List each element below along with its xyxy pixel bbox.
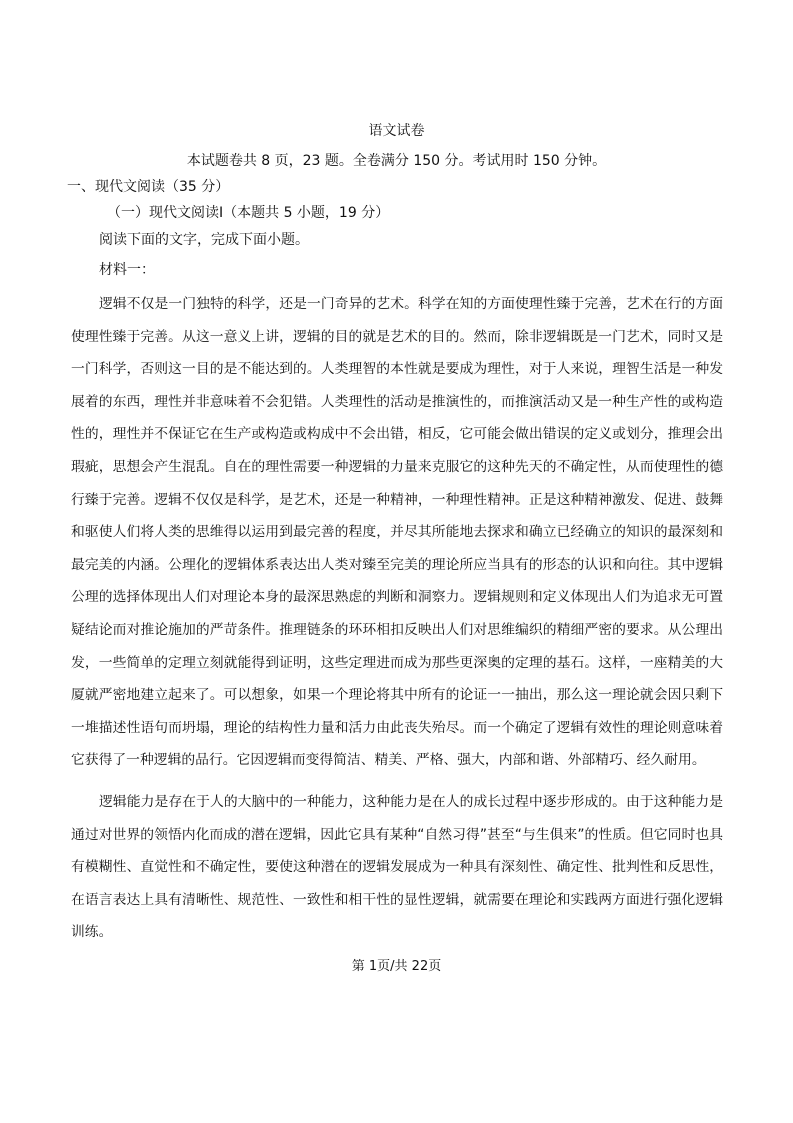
section-heading: 一、现代文阅读（35 分） bbox=[67, 179, 230, 195]
subsection-heading: （一）现代文阅读Ⅰ（本题共 5 小题，19 分） bbox=[107, 205, 390, 221]
material-label: 材料一： bbox=[99, 262, 155, 278]
page-number: 第 1页/共 22页 bbox=[351, 959, 442, 974]
exam-intro: 本试题卷共 8 页，23 题。全卷满分 150 分。考试用时 150 分钟。 bbox=[186, 153, 607, 169]
paragraph-1: 逻辑不仅是一门独特的科学，还是一门奇异的艺术。科学在知的方面使理性臻于完善，艺术在行的方面使理性臻于完善。从这一意义上讲，逻辑的目的就是艺术的目的。然而，除非逻辑既是一门艺术，同时又是一门科学，否则这一目的是不能达到的。人类理智的本性就是要成为理性，对于人来说，理智生活是一种发展着的东西，理性并非意味着不会犯错。人类理性的活动是推演性的，而推演活动又是一种生产性的或构造性的，理性并不保证它在生产或构造或构成中不会出错，相反，它可能会做出错误的定义或划分，推理会出瑕疵，思想会产生混乱。自在的理性需要一种逻辑的力量来克服它的这种先天的不确定性，从而使理性的德行臻于完善。逻辑不仅仅是科学，是艺术，还是一种精神，一种理性精神。正是这种精神激发、促进、鼓舞和驱使人们将人类的思维得以运用到最完善的程度，并尽其所能地去探求和确立已经确立的知识的最深刻和最完美的内涵。公理化的逻辑体系表达出人类对臻至完美的理论所应当具有的形态的认识和向往。其中逻辑公理的选择体现出人们对理论本身的最深思熟虑的判断和洞察力。逻辑规则和定义体现出人们为追求无可置疑结论而对推论施加的严苛条件。推理链条的环环相扣反映出人们对思维编织的精细严密的要求。从公理出发，一些简单的定理立刻就能得到证明，这些定理进而成为那些更深奥的定理的基石。这样，一座精美的大厦就严密地建立起来了。可以想象，如果一个理论将其中所有的论证一一抽出，那么这一理论就会因只剩下一堆描述性语句而坍塌，理论的结构性力量和活力由此丧失殆尽。而一个确定了逻辑有效性的理论则意味着它获得了一种逻辑的品行。它因逻辑而变得简洁、精美、严格、强大，内部和谐、外部精巧、经久耐用。 bbox=[71, 296, 723, 769]
reading-instruction: 阅读下面的文字，完成下面小题。 bbox=[99, 232, 309, 248]
paragraph-2: 逻辑能力是存在于人的大脑中的一种能力，这种能力是在人的成长过程中逐步形成的。由于这种能力是通过对世界的领悟内化而成的潜在逻辑，因此它具有某种“自然习得”甚至“与生俱来”的性质。但它同时也具有模糊性、直觉性和不确定性，要使这种潜在的逻辑发展成为一种具有深刻性、确定性、批判性和反思性，在语言表达上具有清晰性、规范性、一致性和相干性的显性逻辑，就需要在理论和实践两方面进行强化逻辑训练。 bbox=[71, 794, 723, 941]
exam-title: 语文试卷 bbox=[368, 123, 425, 139]
